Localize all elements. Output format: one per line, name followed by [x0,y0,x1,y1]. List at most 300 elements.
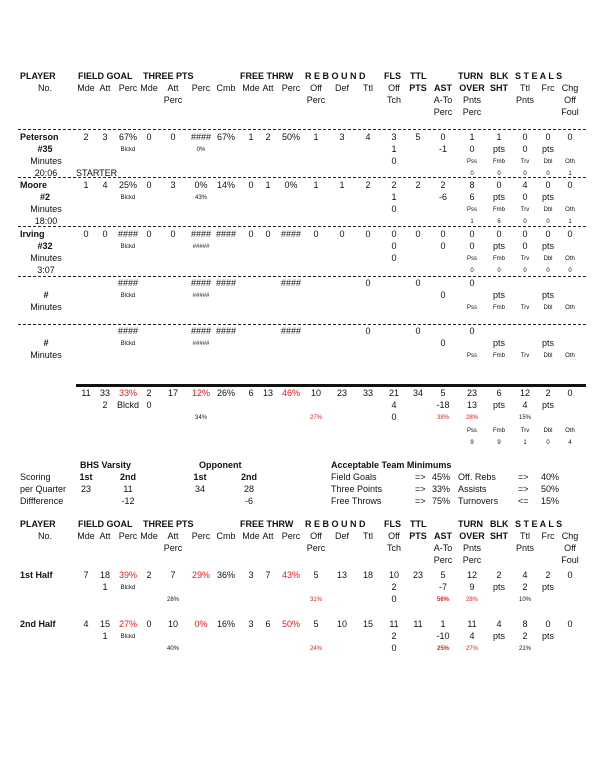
stat-cell: 4 [102,180,108,190]
col-header: Att [262,83,274,93]
player-minutes: 18:00 [34,216,58,226]
stat-cell: 4 [365,132,371,142]
turnover-type-label: Dbl [543,428,553,434]
stat-cell: 0 [248,180,254,190]
turnover-type-value: 1 [470,219,474,225]
assist-turnover: -6 [438,192,448,202]
stat-cell: 26% [216,388,236,398]
turnover-perc: 28% [465,597,479,603]
stat-cell: 1 [440,619,446,629]
stat-cell: 4 [83,619,89,629]
col-header: Cmb [216,531,236,541]
empty-number: # [43,338,49,348]
stat-cell: 0 [545,180,551,190]
stat-cell: 33% [118,388,138,398]
stat-cell: #### [190,132,212,142]
empty-zero: 0 [415,326,421,336]
blocked-value: 2 [102,400,108,410]
divider-line [18,276,586,277]
fls-sub: 2 [391,582,397,592]
three-pts-header: THREE PTS [143,71,194,81]
stat-cell: 10 [310,388,322,398]
stat-cell: #### [280,229,302,239]
turnover-type-value: 0 [497,171,501,177]
turnover-type-value: 0 [546,171,550,177]
turnover-type-value: 0 [523,219,527,225]
per-quarter-label: per Quarter [20,484,67,494]
turnover-type-label: Dbl [543,305,553,311]
empty-number: # [43,290,49,300]
half-label: 1st Half [20,570,53,580]
col-header: AST [434,83,452,93]
first-quarter-header: 1st [193,472,207,482]
turnover-type-value: 0 [470,171,474,177]
off-reb-perc: 27% [309,415,323,421]
blocked-label: Blckd [120,244,136,250]
pts-tag: pts [492,192,506,202]
steals-header: S T E A L S [515,519,563,529]
minimum-value: 15% [541,496,560,506]
stat-cell: 25% [118,180,138,190]
col-header: Mde [140,83,158,93]
divider-line [18,226,586,227]
pts-tag: pts [492,338,506,348]
stat-cell: 10 [388,570,400,580]
stat-cell: 4 [522,570,528,580]
stat-cell: 0 [545,132,551,142]
minimum-label: Free Throws [331,496,382,506]
stat-cell: 15 [99,619,111,629]
bhs-q2: 11 [123,484,133,494]
rebound-header: R E B O U N D [305,71,366,81]
minutes-label: Minutes [30,204,62,214]
col-header: Foul [561,107,579,117]
col-header: Def [334,531,350,541]
stat-cell: 0 [440,229,446,239]
stat-cell: 11 [389,619,399,629]
fls-header: FLS [384,71,401,81]
col-header: Ttl [363,531,373,541]
turnover-pts: 0 [469,241,475,251]
turnover-pts: 4 [469,631,475,641]
ttl-header: TTL [410,71,427,81]
minutes-label: Minutes [30,253,62,263]
empty-hash: #### [280,278,302,288]
turnover-type-label: Dbl [543,353,553,359]
col-header: Off [310,83,322,93]
col-header: Perc [281,531,301,541]
empty-hash: #### [117,326,139,336]
col-header: Perc [306,543,326,553]
col-header: Def [334,83,350,93]
turnover-pts: 9 [469,582,475,592]
col-header: Perc [163,543,183,553]
col-header: Tch [386,543,402,553]
stat-cell: 0 [545,229,551,239]
col-header: Ttl [363,83,373,93]
stat-cell: 0 [170,132,176,142]
col-header: Pnts [462,95,482,105]
ttl-header: TTL [410,519,427,529]
steal-pts: 2 [522,631,528,641]
turnover-type-value: 0 [546,219,550,225]
player-name: Peterson [20,132,59,142]
fls-sub: 2 [391,631,397,641]
stat-cell: 2 [365,180,371,190]
stat-cell: 2 [146,570,152,580]
turnover-type-value: 0 [546,268,550,274]
blocked-label: Blckd [120,147,136,153]
fls-header: FLS [384,519,401,529]
col-header: Att [262,531,274,541]
steal-perc: 15% [518,415,532,421]
turnover-type-label: Dbl [543,256,553,262]
stat-cell: 50% [281,132,301,142]
turnover-type-value: 0 [568,268,572,274]
turnover-type-value: 0 [523,171,527,177]
stat-cell: 0 [440,132,446,142]
player-number: #2 [39,192,51,202]
pts-tag: pts [492,241,506,251]
stat-cell: #### [190,229,212,239]
stat-cell: 2 [146,388,152,398]
stat-cell: 12 [519,388,531,398]
pts-tag: pts [541,582,555,592]
col-header: PTS [409,83,427,93]
stat-cell: 2 [545,388,551,398]
stat-cell: 11 [413,619,423,629]
empty-zero: 0 [365,278,371,288]
stat-cell: 23 [412,570,424,580]
off-reb-perc: 31% [309,597,323,603]
turnover-type-label: Trv [520,305,530,311]
steal-pts: 0 [522,192,528,202]
stat-cell: 8 [469,180,475,190]
assist-turnover: -18 [436,400,450,410]
second-quarter-header: 2nd [240,472,258,482]
stat-cell: 67% [216,132,236,142]
turnover-type-value: 9 [470,440,474,446]
no-col-header: No. [38,531,53,541]
col-header: Perc [462,555,482,565]
col-header: Perc [191,531,211,541]
col-header: Off [388,531,400,541]
bhs-q1: 23 [80,484,92,494]
turnover-type-label: Fmb [493,353,505,359]
col-header: Perc [462,107,482,117]
col-header: Perc [281,83,301,93]
player-number: #35 [37,144,53,154]
stat-cell: 0 [146,619,152,629]
fls-sub: 1 [391,192,397,202]
player-name: Moore [20,180,47,190]
pts-tag: pts [492,290,506,300]
minimum-value: 75% [432,496,451,506]
blocked-value: 1 [102,631,108,641]
steal-pts: 0 [522,144,528,154]
off-reb-perc: 24% [309,646,323,652]
stat-cell: 12% [191,388,211,398]
first-quarter-header: 1st [79,472,93,482]
stat-cell: 0% [194,619,208,629]
divider-line [18,129,586,130]
steal-perc: 21% [518,646,532,652]
player-number: #32 [37,241,53,251]
assist-turnover: 0 [440,241,446,251]
rebound-header: R E B O U N D [305,519,366,529]
pts-tag: pts [541,241,555,251]
stat-cell: 2 [265,132,271,142]
minimum-value: 33% [432,484,451,494]
fls-sub: 0 [391,412,397,422]
empty-zero: 0 [440,290,446,300]
turnover-type-value: 4 [568,440,572,446]
stat-cell: 0 [522,132,528,142]
stat-cell: 3 [248,619,254,629]
blocked-label: Blckd [120,293,136,299]
turnover-type-label: Dbl [543,159,553,165]
empty-zero: 0 [415,278,421,288]
stat-cell: 23 [466,388,478,398]
pts-tag: pts [541,631,555,641]
col-header: Off [388,83,400,93]
col-header: Pnts [515,543,535,553]
assist-turnover: -7 [438,582,448,592]
col-header: SHT [490,83,508,93]
stat-cell: 6 [265,619,271,629]
stat-cell: 0 [567,180,573,190]
turnover-perc: 28% [465,415,479,421]
turnover-pts: 0 [469,144,475,154]
stat-cell: 5 [415,132,421,142]
pts-tag: pts [492,631,506,641]
stat-cell: 1 [339,180,345,190]
three-sub-perc: 34% [194,415,208,421]
turnover-pts: 6 [469,192,475,202]
turnover-perc: 27% [465,646,479,652]
stat-cell: 2 [545,570,551,580]
turn-header: TURN [458,71,483,81]
pts-tag: pts [541,144,555,154]
stat-cell: 46% [281,388,301,398]
turnover-type-value: 0 [470,268,474,274]
stat-cell: 1 [248,132,254,142]
turnover-type-label: Pss [466,305,478,311]
pts-tag: pts [541,192,555,202]
stat-cell: 2 [496,570,502,580]
stat-cell: 5 [313,619,319,629]
stat-cell: 7 [83,570,89,580]
stat-cell: 0 [415,229,421,239]
stat-cell: 1 [83,180,89,190]
stat-cell: 33 [99,388,111,398]
stat-cell: 6 [496,388,502,398]
col-header: Ttl [520,83,530,93]
col-header: Mde [140,531,158,541]
stat-cell: 16% [216,619,236,629]
stat-cell: 0 [496,180,502,190]
opponent-label: Opponent [199,460,242,470]
stat-cell: 8 [522,619,528,629]
turnover-type-label: Trv [520,207,530,213]
stat-cell: 18 [99,570,111,580]
blocked-label: Blckd [120,195,136,201]
stat-cell: 17 [167,388,179,398]
stat-cell: 67% [118,132,138,142]
stat-cell: 43% [281,570,301,580]
minimum-label: Three Points [331,484,383,494]
col-header: Pnts [515,95,535,105]
turnover-type-label: Oth [565,353,575,359]
turnover-type-value: 6 [497,219,501,225]
blocked-label: Blckd [120,585,136,591]
stat-cell: 0 [496,229,502,239]
blocked-label: Blckd [120,341,136,347]
assist-perc: 38% [436,415,450,421]
stat-cell: 15 [362,619,374,629]
difference-label: Diffference [20,496,64,506]
fls-sub: 0 [391,643,397,653]
assist-perc: 25% [436,646,450,652]
turn-header: TURN [458,519,483,529]
col-header: Chg [561,531,579,541]
fls-sub: 0 [391,156,397,166]
stat-cell: 0 [545,619,551,629]
turnover-type-label: Pss [466,428,478,434]
bhs-label: BHS Varsity [80,460,132,470]
turnover-type-label: Oth [565,207,575,213]
minutes-label: Minutes [30,350,62,360]
assist-perc: 56% [436,597,450,603]
stat-cell: 50% [281,619,301,629]
stat-cell: 11 [81,388,91,398]
stat-cell: 5 [313,570,319,580]
stat-cell: 34 [412,388,424,398]
turnover-type-value: 1 [523,440,527,446]
minimum-arrow: => [518,484,529,494]
divider-line [18,177,586,178]
minimum-arrow: => [415,496,426,506]
fls-sub: 0 [391,204,397,214]
pts-tag: pts [541,400,555,410]
stat-cell: 27% [118,619,138,629]
col-header: OVER [459,83,485,93]
turnover-type-label: Oth [565,305,575,311]
blk-header: BLK [490,519,509,529]
minimum-arrow: => [415,484,426,494]
pts-tag: pts [492,144,506,154]
player-minutes: 3:07 [37,265,55,275]
minimum-label: Assists [458,484,487,494]
turnover-pts: 13 [466,400,478,410]
turnover-type-value: 0 [546,440,550,446]
stat-cell: 3 [170,180,176,190]
stat-cell: 6 [248,388,254,398]
minutes-label: Minutes [30,302,62,312]
no-col-header: No. [38,83,53,93]
minimum-arrow: => [518,472,529,482]
empty-hash: #### [117,278,139,288]
turnover-type-label: Fmb [493,159,505,165]
stat-cell: 1 [313,180,319,190]
diff-q1: -12 [121,496,135,506]
stat-cell: 0 [146,180,152,190]
stat-cell: 13 [336,570,348,580]
three-sub-perc: 28% [166,597,180,603]
fls-sub: 0 [391,253,397,263]
col-header: Foul [561,555,579,565]
empty-hash: #### [190,278,212,288]
col-header: Att [99,83,111,93]
col-header: Mde [77,83,95,93]
stat-cell: 3 [248,570,254,580]
stat-cell: 11 [467,619,477,629]
col-header: Pnts [462,543,482,553]
stat-cell: 1 [469,132,475,142]
stat-cell: 0 [567,132,573,142]
stat-cell: #### [117,229,139,239]
stat-cell: 0 [265,229,271,239]
stat-cell: 0 [339,229,345,239]
field-goal-header: FIELD GOAL [78,519,133,529]
stat-cell: 0 [170,229,176,239]
col-header: Att [167,83,179,93]
col-header: Perc [163,95,183,105]
empty-hash: #### [280,326,302,336]
stat-cell: 13 [262,388,274,398]
stat-cell: 23 [336,388,348,398]
stat-cell: 2 [83,132,89,142]
turnover-type-label: Oth [565,159,575,165]
stat-cell: 3 [339,132,345,142]
three-sub-perc: 0% [196,147,206,153]
stat-cell: 0 [102,229,108,239]
stat-cell: 1 [496,132,502,142]
minimum-arrow: <= [518,496,529,506]
col-header: Frc [541,531,555,541]
stat-cell: 0% [284,180,298,190]
diff-q2: -6 [244,496,254,506]
stat-cell: 0 [313,229,319,239]
stat-cell: #### [215,229,237,239]
col-header: Mde [77,531,95,541]
col-header: Perc [118,83,138,93]
three-pts-header: THREE PTS [143,519,194,529]
stat-cell: 2 [415,180,421,190]
blocked-label: Blckd [120,634,136,640]
free-throw-header: FREE THRW [240,519,294,529]
stat-cell: 2 [391,180,397,190]
turnover-type-label: Fmb [493,305,505,311]
steal-pts: 4 [522,400,528,410]
stat-cell: 5 [440,570,446,580]
stat-cell: 7 [170,570,176,580]
turnover-type-label: Fmb [493,428,505,434]
stat-cell: 12 [466,570,478,580]
stat-cell: 3 [102,132,108,142]
empty-zero: 0 [469,278,475,288]
stat-cell: 0 [567,619,573,629]
col-header: Perc [433,107,453,117]
stat-cell: 0 [567,229,573,239]
steal-pts: 0 [522,241,528,251]
stat-cell: 4 [522,180,528,190]
stat-cell: 0% [194,180,208,190]
stat-cell: 0 [248,229,254,239]
minimum-label: Turnovers [458,496,499,506]
col-header: A-To [433,95,453,105]
blk-header: BLK [490,71,509,81]
